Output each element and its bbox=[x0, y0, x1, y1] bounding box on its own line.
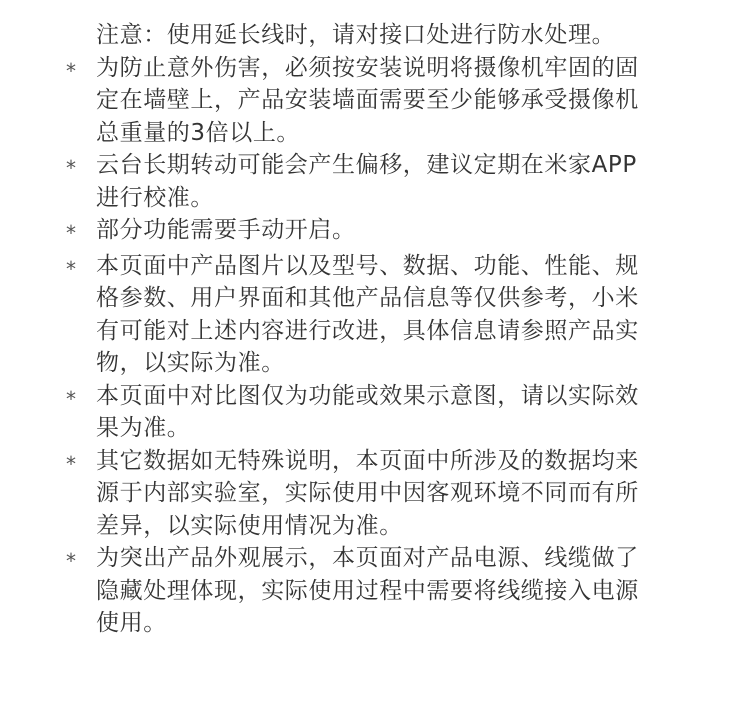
bullet-marker bbox=[0, 19, 96, 52]
bullet-marker: * bbox=[66, 549, 76, 573]
notes-list bbox=[0, 19, 750, 640]
bullet-marker: * bbox=[66, 156, 76, 180]
note-text: 注意：使用延长线时，请对接口处进行防水处理。 bbox=[96, 22, 616, 48]
bullet-marker: * bbox=[66, 221, 76, 245]
note-item-hidden-cables bbox=[0, 542, 750, 640]
note-text: 为防止意外伤害，必须按安装说明将摄像机牢固的固 定在墙壁上，产品安装墙面需要至少能够承受摄像机 总重量的3倍以上。 bbox=[96, 54, 639, 146]
note-text: 其它数据如无特殊说明，本页面中所涉及的数据均来 源于内部实验室，实际使用中因客观环境不同而有所 差异，以实际使用情况为准。 bbox=[96, 447, 639, 539]
note-item-calibration bbox=[0, 149, 750, 214]
note-text: 本页面中产品图片以及型号、数据、功能、性能、规 格参数、用户界面和其他产品信息等仅供参考，小米 有可能对上述内容进行改进，具体信息请参照产品实 物，以实际为准。 bbox=[96, 252, 639, 376]
note-item-manual-enable bbox=[0, 214, 750, 250]
note-text: 为突出产品外观展示，本页面对产品电源、线缆做了 隐藏处理体现，实际使用过程中需要将线缆接入电源 使用。 bbox=[96, 545, 639, 636]
note-item-comparison bbox=[0, 380, 750, 445]
note-text: 部分功能需要手动开启。 bbox=[96, 217, 356, 243]
note-item-lab-data bbox=[0, 445, 750, 543]
note-item-mounting bbox=[0, 52, 750, 150]
note-item-waterproof bbox=[0, 19, 750, 52]
note-text: 云台长期转动可能会产生偏移，建议定期在米家APP 进行校准。 bbox=[96, 152, 637, 211]
bullet-marker: * bbox=[66, 451, 76, 476]
bullet-marker: * bbox=[66, 58, 76, 83]
bullet-marker: * bbox=[66, 256, 76, 281]
note-item-reference-only bbox=[0, 250, 750, 380]
note-text: 本页面中对比图仅为功能或效果示意图，请以实际效 果为准。 bbox=[96, 382, 639, 441]
bullet-marker: * bbox=[66, 386, 76, 411]
